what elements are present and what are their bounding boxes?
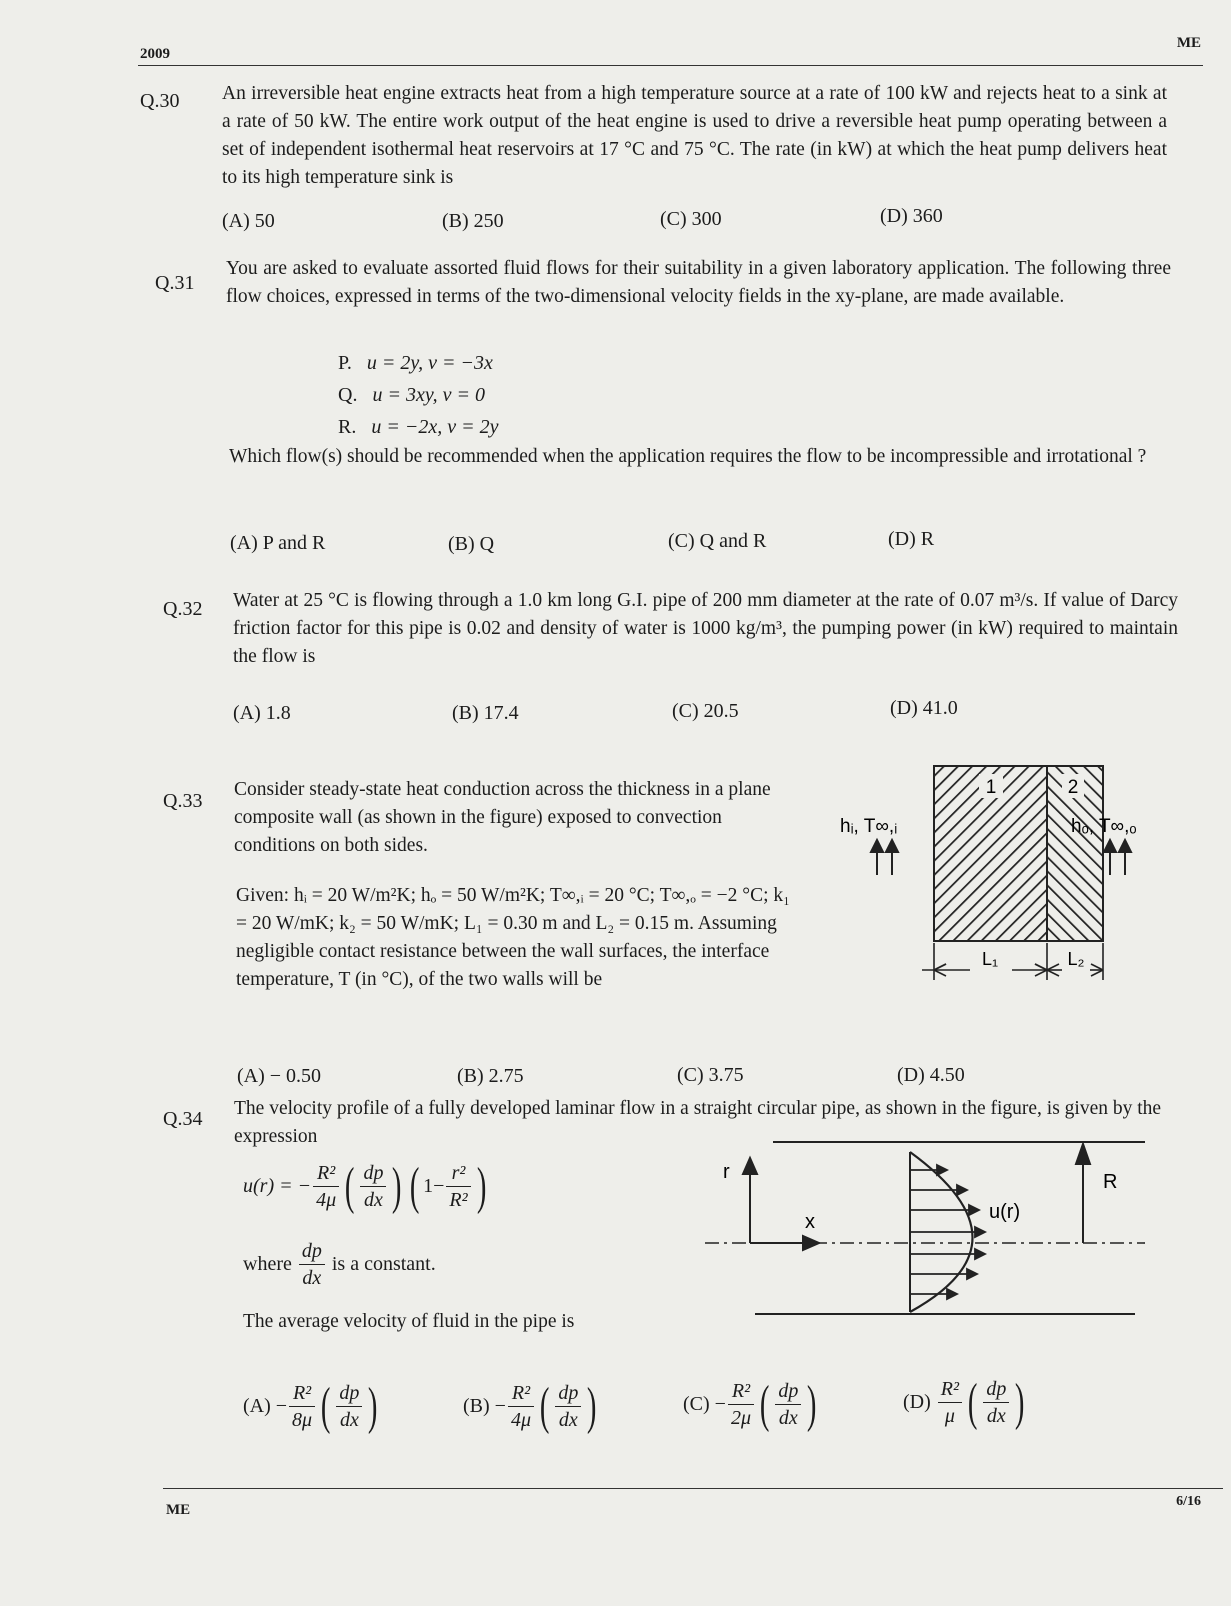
left-flow-arrows	[871, 840, 898, 875]
q30-option-b: (B) 250	[442, 210, 504, 232]
q31-question: Which flow(s) should be recommended when the application requires the flow to be incompressible and irrotational ?	[229, 446, 1147, 467]
q30-text: An irreversible heat engine extracts heat from a high temperature source at a rate of 100 kW and rejects heat to a sink at a rate of 50 kW. The entire work output of the heat engine is used to drive a reversible heat pump operating between a set of independent isothermal heat reservoirs at 17 °C and 75 °C. The rate (in kW) at which the heat pump delivers heat to its high temperature sink is	[222, 83, 1167, 188]
q31-number: Q.31	[155, 272, 195, 294]
q31-flow-p	[338, 352, 493, 375]
R-dimension-arrow	[1076, 1144, 1090, 1243]
q31-flow-p-label: P.	[338, 352, 352, 374]
q30-option-c: (C) 300	[660, 208, 722, 230]
q31-flow-r	[338, 416, 498, 439]
q31-flow-q-expr: u = 3xy, v = 0	[372, 384, 485, 406]
q34-text: The velocity profile of a fully developed laminar flow in a straight circular pipe, as shown in the figure, is given by the expression	[234, 1098, 1162, 1147]
q31-flow-p-expr: u = 2y, v = −3x	[366, 352, 493, 374]
eq-frac-r2-R2: $\frac{\text{r²}}{\text{R²}}$	[446, 1160, 470, 1213]
velocity-profile-equation: u(r) = − $\frac{\text{R²}}{4\mu}$ ( $\frac{dp}{dx}$ ) ( 1− $\frac{\text{r²}}{\text{R²}}$ )	[243, 1157, 487, 1215]
q31-option-b: (B) Q	[448, 533, 495, 555]
q31-option-d: (D) R	[888, 528, 935, 550]
eq-lhs: u(r) = −	[243, 1175, 312, 1197]
q32-option-a: (A) 1.8	[233, 702, 291, 724]
q32-number: Q.32	[163, 598, 203, 620]
right-convection-label: hₒ, T∞,ₒ	[1071, 816, 1137, 837]
q32-text: Water at 25 °C is flowing through a 1.0 km long G.I. pipe of 200 mm diameter at the rate of 0.07 m³/s. If value of Darcy friction factor for this pipe is 0.02 and density of water is 1000 kg/m³, the pumping power (in kW) required to maintain the flow is	[233, 590, 1178, 667]
q33-option-c: (C) 3.75	[677, 1064, 744, 1086]
q32-option-b: (B) 17.4	[452, 702, 519, 724]
header-paper-code: ME	[1176, 35, 1201, 51]
footer-paper-code: ME	[166, 1502, 191, 1518]
x-axis-label: x	[805, 1211, 815, 1233]
R-label: R	[1103, 1171, 1118, 1193]
footer-page-number: 6/16	[1176, 1494, 1201, 1509]
wall-2-label: 2	[1067, 777, 1079, 798]
q31-text: You are asked to evaluate assorted fluid flows for their suitability in a given laboratory application. The following three flow choices, expressed in terms of the two-dimensional velocity fields in the xy-plane, are made available.	[226, 258, 1171, 307]
q32-option-d: (D) 41.0	[890, 697, 958, 719]
length-2-label: L₂	[1067, 949, 1085, 969]
q33-option-d: (D) 4.50	[897, 1064, 965, 1086]
eq-frac-dpdx: $\frac{dp}{dx}$	[360, 1160, 386, 1213]
q34-question: The average velocity of fluid in the pipe is	[243, 1311, 575, 1332]
q31-flow-r-expr: u = −2x, v = 2y	[371, 416, 499, 438]
q33-given: Given: hᵢ = 20 W/m²K; hₒ = 50 W/m²K; T∞,ᵢ = 20 °C; T∞,ₒ = −2 °C; k₁ = 20 W/mK; k₂ = 50 W/mK; L₁ = 0.30 m and L₂ = 0.15 m. Assuming negligible contact resistance between the wall surfaces, the interface temperature, T (in °C), of the two walls will be	[236, 885, 790, 990]
q33-number: Q.33	[163, 790, 203, 812]
q31-flow-q-label: Q.	[338, 384, 358, 406]
q30-option-d: (D) 360	[880, 205, 943, 227]
header-year: 2009	[140, 46, 170, 62]
q33-text: Consider steady-state heat conduction across the thickness in a plane composite wall (as shown in the figure) exposed to convection conditions on both sides.	[234, 779, 771, 856]
composite-wall-figure	[840, 760, 1180, 1020]
pipe-velocity-profile-figure	[705, 1132, 1165, 1322]
q31-flow-q	[338, 384, 485, 407]
r-axis-label: r	[723, 1161, 730, 1183]
eq-frac-r2-4mu: $\frac{\text{R²}}{4\mu}$	[313, 1160, 339, 1213]
q34-option-c: (C) − $\frac{\text{R²}}{2\mu}$ ( $\frac{dp}{dx}$ )	[683, 1375, 817, 1433]
right-flow-arrows	[1104, 840, 1131, 875]
where-frac-dpdx: $\frac{dp}{dx}$	[299, 1238, 325, 1291]
q34-number: Q.34	[163, 1108, 203, 1130]
q34-option-d: (D) $\frac{\text{R²}}{\mu}$ ( $\frac{dp}{dx}$ )	[903, 1373, 1025, 1431]
r-axis	[743, 1158, 757, 1243]
q34-option-a: (A) − $\frac{\text{R²}}{8\mu}$ ( $\frac{dp}{dx}$ )	[243, 1377, 378, 1435]
where-line: where $\frac{dp}{dx}$ is a constant.	[243, 1240, 436, 1289]
footer-rule	[163, 1488, 1223, 1489]
q31-option-a: (A) P and R	[230, 532, 326, 554]
q33-option-b: (B) 2.75	[457, 1065, 524, 1087]
u-r-label: u(r)	[989, 1201, 1021, 1223]
wall-1-label: 1	[985, 777, 997, 798]
q30-option-a: (A) 50	[222, 210, 275, 232]
q32-option-c: (C) 20.5	[672, 700, 739, 722]
x-axis	[750, 1236, 819, 1250]
q33-option-a: (A) − 0.50	[237, 1065, 322, 1087]
q34-option-b: (B) − $\frac{\text{R²}}{4\mu}$ ( $\frac{dp}{dx}$ )	[463, 1377, 597, 1435]
q31-option-c: (C) Q and R	[668, 530, 767, 552]
q30-number: Q.30	[140, 90, 180, 112]
header-rule	[138, 65, 1203, 66]
left-convection-label: hᵢ, T∞,ᵢ	[840, 816, 898, 837]
q31-flow-r-label: R.	[338, 416, 357, 438]
length-1-label: L₁	[981, 949, 999, 969]
